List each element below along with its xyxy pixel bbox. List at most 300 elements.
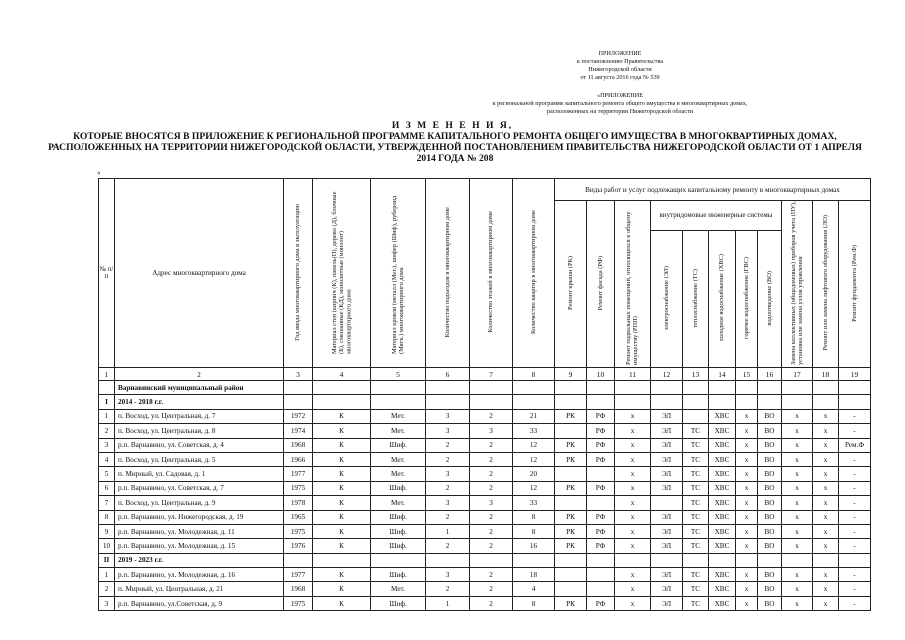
table-row [99,596,871,610]
table-row [99,568,871,582]
table-cell: ХВС [709,467,736,481]
table-cell: 2 [470,438,513,452]
address-cell: п. Мирный, ул. Центральная, д. 21 [115,582,284,596]
table-cell: - [839,568,871,582]
table-cell: К [313,510,371,524]
empty-cell [371,553,426,567]
table-cell: х [782,409,813,423]
table-cell: К [313,438,371,452]
table-cell: 3 [426,467,470,481]
table-cell [555,424,587,438]
table-cell: ХВС [709,539,736,553]
district-row [99,381,871,395]
table-cell: РФ [587,596,615,610]
table-cell: Шиф. [371,524,426,538]
table-cell: 3 [426,409,470,423]
address-cell: р.п. Варнавино, ул. Молодежная, д. 15 [115,539,284,553]
table-cell: 3 [426,424,470,438]
table-cell [555,496,587,510]
table-cell: - [839,467,871,481]
program-appendix-header [440,92,800,116]
table-cell: 1 [99,568,115,582]
table-cell: 10 [99,539,115,553]
table-cell: х [615,409,651,423]
column-numbers-row [99,368,871,381]
table-cell [587,496,615,510]
table-cell: 6 [99,481,115,495]
header-heating: теплоснабжение (ТС) [683,230,709,367]
table-cell: х [782,524,813,538]
table-row [99,409,871,423]
table-cell: х [782,510,813,524]
table-cell: РК [555,452,587,466]
table-cell: 12 [513,452,555,466]
address-cell: п. Восход, ул. Центральная, д. 8 [115,424,284,438]
table-cell: х [736,510,758,524]
table-cell: ЭЛ [651,510,683,524]
table-cell: 2 [470,452,513,466]
empty-cell [839,395,871,409]
table-cell: РФ [587,524,615,538]
table-cell: х [736,496,758,510]
table-cell: х [615,481,651,495]
table-cell: ВО [758,582,782,596]
table-cell: х [615,568,651,582]
header-roof-repair: Ремонт крыши (РК) [555,201,587,368]
table-cell: 1 [426,524,470,538]
column-number: 19 [839,368,871,381]
column-number: 4 [313,368,371,381]
table-cell: ХВС [709,596,736,610]
table-cell: Мет. [371,582,426,596]
table-cell [555,467,587,481]
column-number: 11 [615,368,651,381]
header-cold-water: холодное водоснабжение (ХВС) [709,230,736,367]
table-cell: 8 [513,510,555,524]
empty-cell [615,553,651,567]
table-cell: 3 [426,496,470,510]
table-cell: х [782,582,813,596]
address-cell: р.п. Варнавино, ул. Молодежная, д. 11 [115,524,284,538]
table-row [99,452,871,466]
table-cell: - [839,539,871,553]
header-meters: Замена коллективных (общедомовых) приборов учета (ПУ), установка или замена узлов управления [782,201,813,368]
table-cell: 1977 [284,467,313,481]
column-number: 10 [587,368,615,381]
table-cell: К [313,481,371,495]
table-cell: х [615,467,651,481]
empty-cell [615,381,651,395]
table-cell: - [839,452,871,466]
column-number: 9 [555,368,587,381]
table-cell: Шиф. [371,481,426,495]
table-cell: 1972 [284,409,313,423]
table-body [99,381,871,611]
header-hot-water: горячее водоснабжение (ГВС) [736,230,758,367]
table-cell: - [839,424,871,438]
table-cell: ВО [758,539,782,553]
table-cell: ТС [683,510,709,524]
empty-cell [683,395,709,409]
header-wall-material: Материал стен (кирпич (К), панель(П), дерево (Д), блочные (Б), смешанные (КД), монолитные (монолит) многоквартирного дома [313,179,371,368]
table-cell: ХВС [709,409,736,423]
table-cell: х [782,438,813,452]
repair-program-table [98,178,871,611]
empty-cell [513,395,555,409]
table-cell: Мет. [371,452,426,466]
table-cell: ЭЛ [651,582,683,596]
table-cell: ЭЛ [651,481,683,495]
table-cell: х [736,539,758,553]
empty-cell [651,553,683,567]
table-cell: х [813,582,839,596]
column-number: 14 [709,368,736,381]
table-cell: ВО [758,524,782,538]
empty-cell [782,395,813,409]
table-cell [587,467,615,481]
appendix-line: к постановлению Правительства [576,58,664,65]
table-cell: ТС [683,539,709,553]
empty-cell [313,395,371,409]
empty-cell [284,553,313,567]
header-apartments: Количество квартир в многоквартирном доме [513,179,555,368]
table-row [99,524,871,538]
table-cell: - [839,510,871,524]
table-cell: х [615,496,651,510]
table-row [99,539,871,553]
table-cell: 1975 [284,524,313,538]
table-cell: Мет. [371,409,426,423]
table-cell: х [782,481,813,495]
table-cell: ХВС [709,524,736,538]
table-cell: 1 [99,409,115,423]
table-cell [683,409,709,423]
empty-cell [839,553,871,567]
table-row [99,510,871,524]
table-cell: х [615,438,651,452]
column-number: 17 [782,368,813,381]
table-cell: х [736,409,758,423]
empty-cell [709,553,736,567]
empty-cell [683,553,709,567]
table-cell: х [736,568,758,582]
table-cell: ЭЛ [651,539,683,553]
empty-cell [839,381,871,395]
table-cell: К [313,596,371,610]
table-cell: - [839,496,871,510]
appendix-line: «ПРИЛОЖЕНИЕ [596,92,644,99]
table-cell: х [813,481,839,495]
table-cell: Мет. [371,496,426,510]
empty-cell [615,395,651,409]
header-year: Год ввода многоквартирного дома в эксплуатацию [284,179,313,368]
table-cell: 21 [513,409,555,423]
table-cell: х [615,452,651,466]
table-cell: РФ [587,424,615,438]
column-number: 1 [99,368,115,381]
table-cell: РК [555,409,587,423]
table-cell: ВО [758,510,782,524]
table-cell: 4 [99,452,115,466]
table-cell: К [313,424,371,438]
table-cell: Мет. [371,467,426,481]
table-cell: 1968 [284,582,313,596]
empty-cell [470,553,513,567]
appendix-line: расположенных на территории Нижегородской области [546,108,694,115]
table-cell: К [313,539,371,553]
empty-cell [813,381,839,395]
column-number: 2 [115,368,284,381]
table-cell: х [615,510,651,524]
empty-cell [813,395,839,409]
table-cell: х [782,568,813,582]
table-row [99,438,871,452]
table-cell: ТС [683,568,709,582]
table-cell: 2 [470,596,513,610]
table-cell: х [615,424,651,438]
table-cell: ТС [683,424,709,438]
column-number: 12 [651,368,683,381]
empty-cell [371,395,426,409]
column-number: 6 [426,368,470,381]
table-cell: 2 [426,481,470,495]
table-cell: 8 [99,510,115,524]
header-roof-material: Материал кровли (металл (Мет.), шифер (Шиф), рубероид (Мягк.) многоквартирного дома [371,179,426,368]
table-cell: х [813,452,839,466]
table-cell: РФ [587,539,615,553]
table-cell: ХВС [709,452,736,466]
empty-cell [782,553,813,567]
table-cell: х [736,438,758,452]
table-cell [651,496,683,510]
table-cell: х [813,467,839,481]
header-entrances: Количество подъездов в многоквартирном доме [426,179,470,368]
table-cell: 2 [426,582,470,596]
empty-cell [470,395,513,409]
table-cell: ВО [758,452,782,466]
table-cell: Шиф. [371,539,426,553]
table-cell: ТС [683,481,709,495]
table-cell: ВО [758,596,782,610]
table-cell: Мет. [371,424,426,438]
empty-cell [736,553,758,567]
empty-cell [758,553,782,567]
table-cell: 1978 [284,496,313,510]
appendix-line: Нижегородской области [588,66,652,73]
period-label: 2019 - 2023 г.г. [115,553,284,567]
table-cell: 1966 [284,452,313,466]
empty-cell [371,381,426,395]
table-cell: х [813,438,839,452]
table-cell: РФ [587,409,615,423]
table-cell: РФ [587,481,615,495]
header-facade: Ремонт фасада (РФ) [587,201,615,368]
table-cell: х [813,568,839,582]
table-cell: ТС [683,467,709,481]
table-cell: РК [555,539,587,553]
table-cell: 1976 [284,539,313,553]
table-cell: РФ [587,438,615,452]
appendix-header [470,50,770,82]
table-cell: ЭЛ [651,524,683,538]
table-cell: 3 [99,438,115,452]
empty-cell [758,395,782,409]
table-cell: - [839,524,871,538]
table-cell: 3 [426,568,470,582]
empty-cell [426,395,470,409]
table-cell: ЭЛ [651,568,683,582]
table-cell: 9 [99,524,115,538]
table-cell: 2 [426,539,470,553]
table-cell: 1 [426,596,470,610]
empty-cell [736,381,758,395]
district-num-cell [99,381,115,395]
table-cell: РК [555,438,587,452]
table-row [99,481,871,495]
empty-cell [426,381,470,395]
table-cell: х [813,510,839,524]
period-row [99,395,871,409]
table-cell: ЭЛ [651,438,683,452]
table-cell: х [782,424,813,438]
empty-cell [651,395,683,409]
table-cell: Рем.Ф [839,438,871,452]
table-cell: К [313,568,371,582]
table-cell: 2 [470,582,513,596]
table-cell: Шиф. [371,568,426,582]
column-number: 7 [470,368,513,381]
table-cell: 2 [470,467,513,481]
header-basement: Ремонт подвальных помещений, относящихся к общему имуществу (РПП) [615,201,651,368]
empty-cell [313,553,371,567]
table-cell: 2 [470,409,513,423]
empty-cell [587,395,615,409]
empty-cell [683,381,709,395]
table-cell: 1975 [284,481,313,495]
table-cell: х [813,496,839,510]
appendix-line: от 11 августа 2016 года № 539 [580,74,660,81]
address-cell: р.п. Варнавино, ул. Советская, д. 7 [115,481,284,495]
table-cell: ЭЛ [651,467,683,481]
empty-cell [555,395,587,409]
period-roman: I [99,395,115,409]
empty-cell [470,381,513,395]
table-cell: х [736,524,758,538]
empty-cell [587,381,615,395]
table-cell: х [782,452,813,466]
table-cell: ВО [758,438,782,452]
address-cell: р.п. Варнавино, ул. Нижегородская, д. 19 [115,510,284,524]
table-cell: ЭЛ [651,409,683,423]
table-cell: 1977 [284,568,313,582]
table-cell: - [839,409,871,423]
table-cell: 4 [513,582,555,596]
table-cell: ТС [683,438,709,452]
table-row [99,496,871,510]
table-cell: 7 [99,496,115,510]
table-cell: х [782,596,813,610]
empty-cell [736,395,758,409]
header-electricity: электроснабжение (ЭЛ) [651,230,683,367]
table-cell: К [313,582,371,596]
table-row [99,424,871,438]
table-cell: ЭЛ [651,452,683,466]
period-row [99,553,871,567]
header-elevator: Ремонт или замена лифтового оборудования (ЛО) [813,201,839,368]
column-number: 13 [683,368,709,381]
table-cell: 1965 [284,510,313,524]
address-cell: п. Мирный, ул. Садовая, д. 1 [115,467,284,481]
empty-cell [284,381,313,395]
table-cell: 2 [426,438,470,452]
table-cell: 18 [513,568,555,582]
table-cell: ХВС [709,424,736,438]
address-cell: п. Восход, ул. Центральная, д. 9 [115,496,284,510]
table-cell: 5 [99,467,115,481]
table-cell: х [813,596,839,610]
district-name: Варнавинский муниципальный район [115,381,284,395]
table-cell: 2 [99,582,115,596]
table-cell: ЭЛ [651,596,683,610]
table-cell: ХВС [709,496,736,510]
table-cell: 12 [513,481,555,495]
table-cell: 3 [470,424,513,438]
table-cell: 20 [513,467,555,481]
empty-cell [813,553,839,567]
column-number: 5 [371,368,426,381]
table-cell: К [313,496,371,510]
table-cell: х [782,496,813,510]
table-cell: ТС [683,452,709,466]
table-cell: ВО [758,481,782,495]
table-cell: ЭЛ [651,424,683,438]
table-cell: ТС [683,496,709,510]
column-number: 15 [736,368,758,381]
table-cell: ХВС [709,582,736,596]
column-number: 8 [513,368,555,381]
column-number: 3 [284,368,313,381]
table-cell: х [736,596,758,610]
table-row [99,467,871,481]
empty-cell [313,381,371,395]
table-cell [555,568,587,582]
empty-cell [513,381,555,395]
table-cell [555,582,587,596]
table-cell: РФ [587,510,615,524]
table-cell: х [813,539,839,553]
table-cell: х [813,409,839,423]
table-cell: ХВС [709,481,736,495]
period-roman: II [99,553,115,567]
table-cell: ХВС [709,568,736,582]
table-cell: х [615,596,651,610]
document-title: КОТОРЫЕ ВНОСЯТСЯ В ПРИЛОЖЕНИЕ К РЕГИОНАЛЬНОЙ ПРОГРАММЕ КАПИТАЛЬНОГО РЕМОНТА ОБЩЕГО ИМУЩЕСТВА В МНОГОКВАРТИРНЫХ ДОМАХ, РАСПОЛОЖЕННЫХ НА ТЕРРИТОРИИ НИЖЕГОРОДСКОЙ ОБЛАСТИ, УТВЕРЖДЕННОЙ ПОСТАНОВЛЕНИЕМ ПРАВИТЕЛЬСТВА НИЖЕГОРОДСКОЙ ОБЛАСТИ ОТ 1 АПРЕЛЯ 2014 ГОДА № 208 [48,131,862,164]
empty-cell [758,381,782,395]
header-floors: Количество этажей в многоквартирном доме [470,179,513,368]
empty-cell [555,553,587,567]
table-cell: 16 [513,539,555,553]
empty-cell [513,553,555,567]
document-title-word: И З М Е Н Е Н И Я, [391,120,514,131]
table-cell: 3 [470,496,513,510]
table-cell: х [736,582,758,596]
table-cell: РК [555,524,587,538]
table-cell: х [615,582,651,596]
table-cell: 1974 [284,424,313,438]
appendix-line: к региональной программе капитального ремонта общего имущества в многоквартирных домах, [492,100,748,107]
table-cell: ТС [683,524,709,538]
table-cell: 2 [426,510,470,524]
